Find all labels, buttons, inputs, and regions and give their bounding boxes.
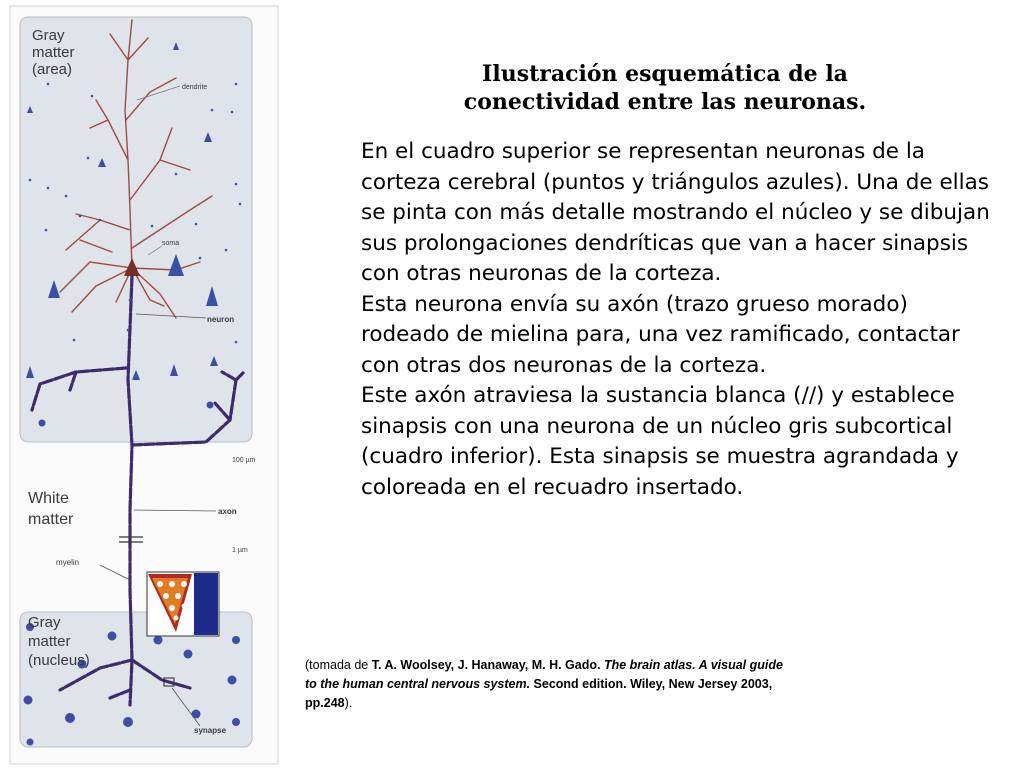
- scale-1-label: 1 µm: [232, 547, 248, 554]
- gray-matter-area-label: Gray matter (area): [32, 27, 75, 78]
- page-title: [405, 60, 925, 116]
- citation-authors: T. A. Woolsey, J. Hanaway, M. H. Gado.: [371, 658, 601, 672]
- paragraph-white-matter: Este axón atraviesa la sustancia blanca (//) y establece sinapsis con una neurona de un núcleo gris subcortical (cuadro inferior). Esta sinapsis se muestra agrandada y coloreada en el recuadro insertado.: [361, 383, 959, 500]
- scale-100-label: 100 µm: [232, 457, 256, 464]
- soma-label: soma: [162, 240, 180, 247]
- citation: [305, 656, 785, 713]
- axon-label: axon: [218, 507, 237, 516]
- synapse-label: synapse: [194, 726, 227, 735]
- citation-close: ).: [344, 696, 353, 710]
- title-line-2: conectividad entre las neuronas.: [463, 89, 867, 115]
- paragraph-axon: Esta neurona envía su axón (trazo grueso morado) rodeado de mielina para, una vez ramificado, contactar con otras dos neuronas de la corteza.: [361, 291, 960, 378]
- citation-open: (tomada de: [305, 658, 372, 672]
- description-body: [361, 137, 1001, 503]
- citation-edition: Second edition. Wiley, New Jersey 2003, pp.248: [305, 677, 773, 710]
- myelin-label: myelin: [56, 558, 80, 567]
- dendrite-label: dendrite: [182, 84, 208, 91]
- title-line-1: Ilustración esquemática de la: [482, 61, 848, 87]
- paragraph-cortex-neurons: En el cuadro superior se representan neuronas de la corteza cerebral (puntos y triángulos azules). Una de ellas se pinta con más detalle mostrando el núcleo y se dibujan sus prolongaciones dendríticas que van a hacer sinapsis con otras neuronas de la corteza.: [361, 139, 990, 286]
- neuron-label: neuron: [207, 315, 235, 324]
- citation-book-title: The brain atlas. A visual guide to the human central nervous system.: [305, 658, 783, 691]
- white-matter-label: White matter: [28, 490, 74, 528]
- neuron-connectivity-figure: [0, 0, 282, 768]
- synapse-inset: [147, 572, 219, 636]
- gray-matter-nucleus-label: Gray matter (nucleus): [28, 614, 90, 669]
